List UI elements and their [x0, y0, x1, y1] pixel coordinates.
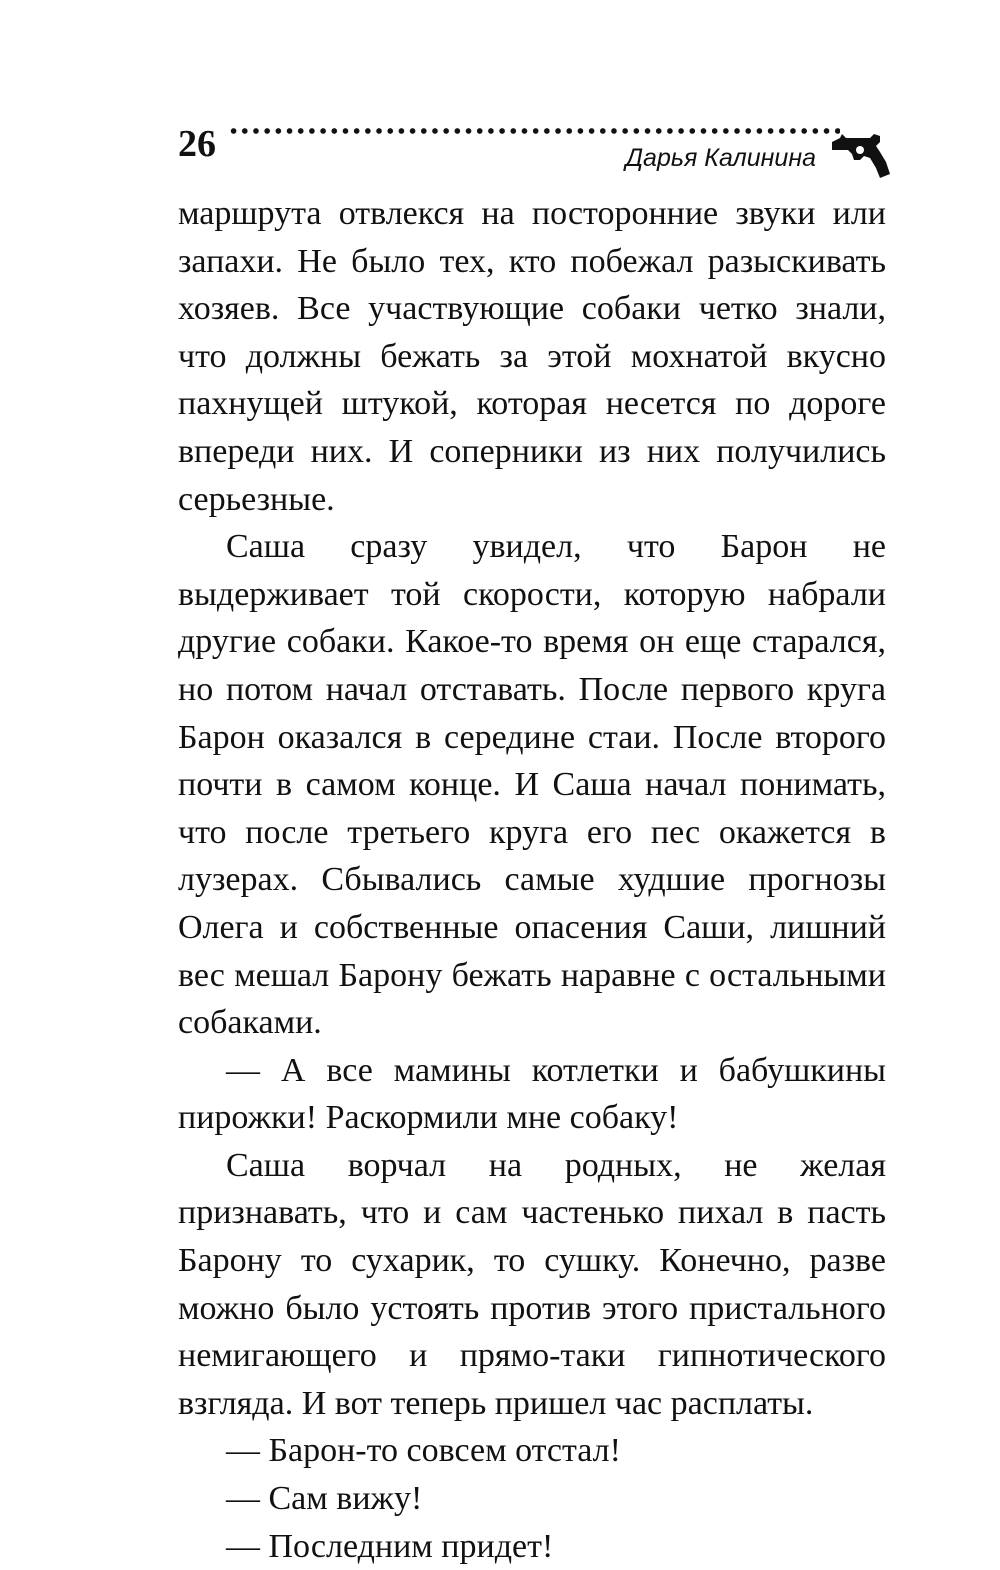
- dialogue-line: — А все мамины котлетки и бабушкины пирожки! Раскормили мне собаку!: [178, 1051, 886, 1137]
- dialogue-line: — Барон-то совсем отстал!: [226, 1432, 621, 1470]
- page-number: 26: [178, 123, 216, 165]
- body-text: [178, 190, 886, 1570]
- paragraph: Саша ворчал на родных, не желая признавать, что и сам частенько пихал в пасть Барону то сухарик, то сушку. Конечно, разве можно было устоять против этого пристального немигающего и прямо-таки гипнотического взгляда. И вот теперь пришел час расплаты.: [178, 1146, 886, 1422]
- paragraph: Саша сразу увидел, что Барон не выдерживает той скорости, которую набрали другие собаки. Какое-то время он еще старался, но потом начал отставать. После первого круга Барон оказался в середине стаи. После второго почти в самом конце. И Саша начал понимать, что после третьего круга его пес окажется в лузерах. Сбывались самые худшие прогнозы Олега и собственные опасения Саши, лишний вес мешал Барону бежать наравне с остальными собаками.: [178, 528, 886, 1042]
- dotted-rule: [228, 127, 840, 135]
- revolver-icon: [830, 128, 892, 180]
- paragraph: маршрута отвлекся на посторонние звуки или запахи. Не было тех, кто побежал разыскивать хозяев. Все участвующие собаки четко знали, что должны бежать за этой мохнатой вкусно пахнущей штукой, которая несется по дороге впереди них. И соперники из них получились серьезные.: [178, 195, 886, 518]
- running-head-author: Дарья Калинина: [625, 144, 816, 172]
- dialogue-line: — Сам вижу!: [226, 1480, 423, 1518]
- dialogue-line: — Последним придет!: [226, 1527, 554, 1565]
